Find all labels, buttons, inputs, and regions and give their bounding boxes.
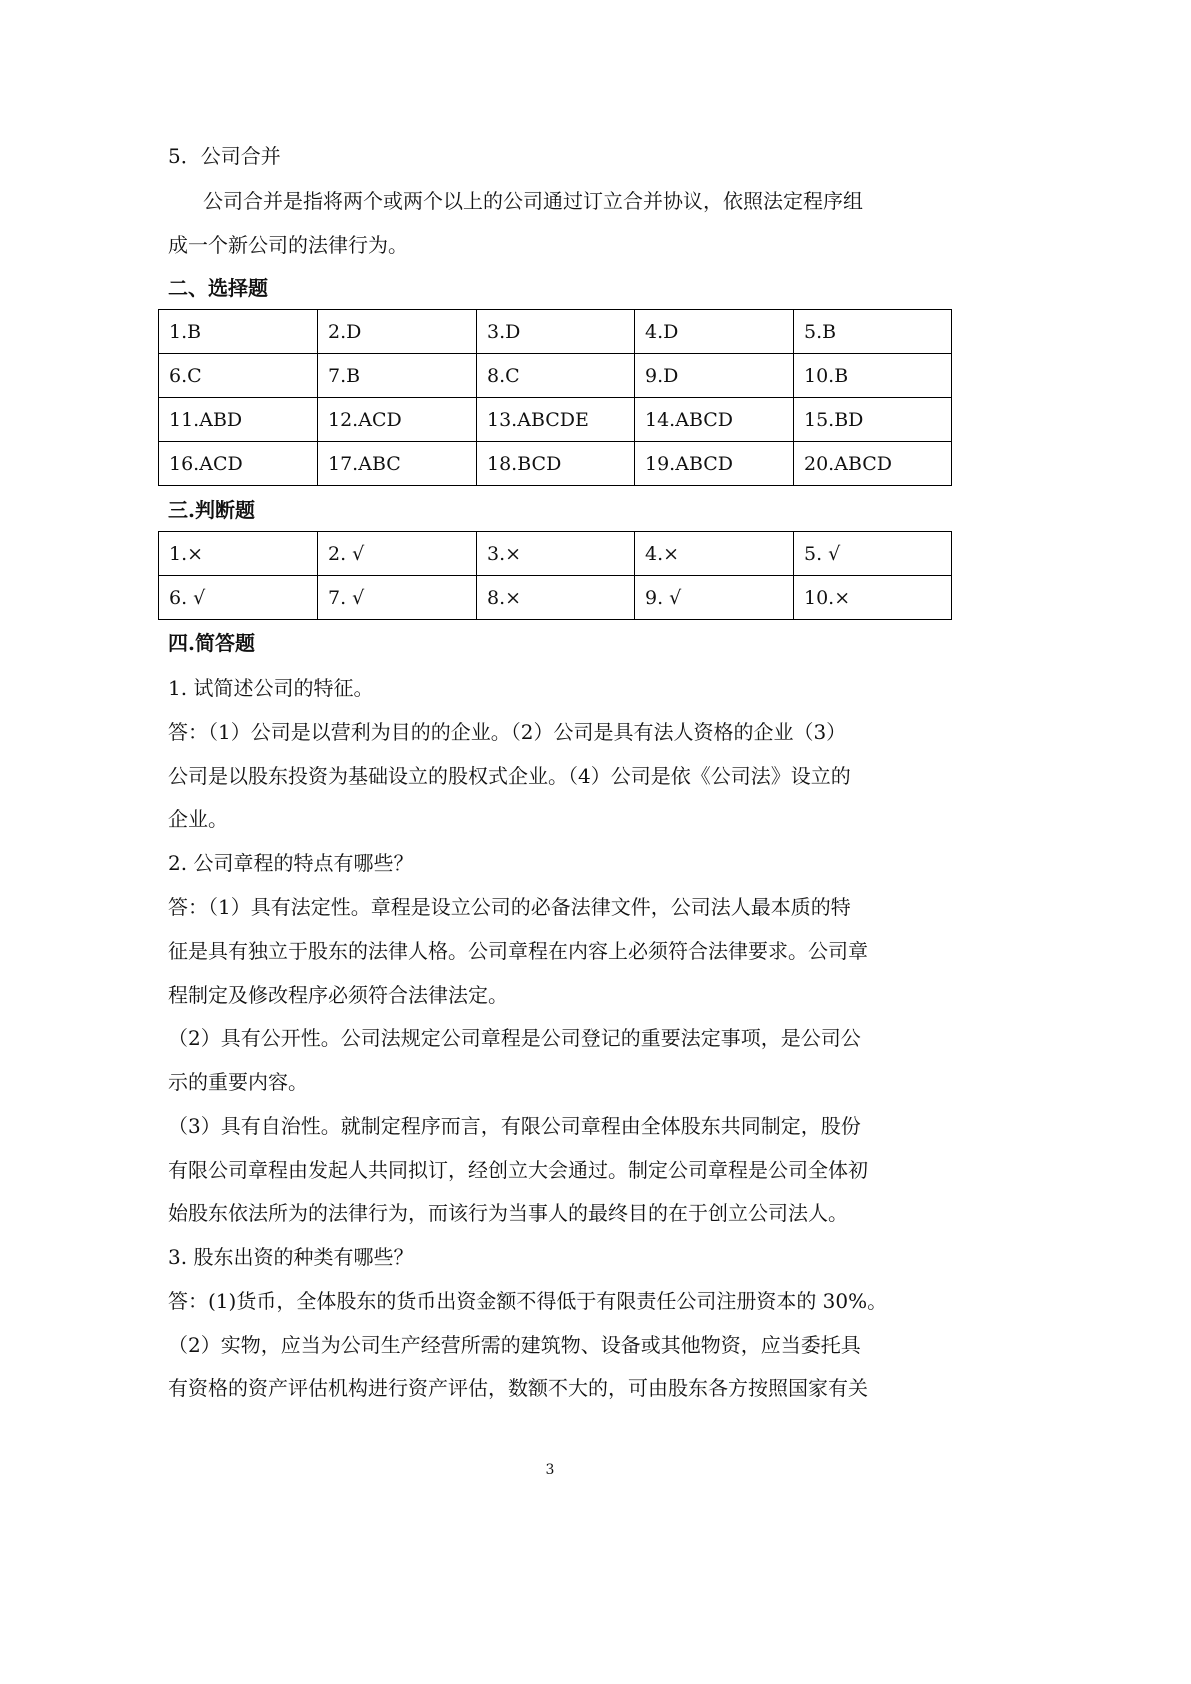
answer-cell: 8.× bbox=[477, 576, 635, 620]
answer-cell: 17.ABC bbox=[318, 442, 477, 486]
answer-cell: 11.ABD bbox=[159, 398, 318, 442]
answer-line: （2）实物，应当为公司生产经营所需的建筑物、设备或其他物资，应当委托具 bbox=[168, 1333, 861, 1357]
answer-cell: 4.D bbox=[635, 310, 794, 354]
answer-cell: 19.ABCD bbox=[635, 442, 794, 486]
answer-line: 答：(1)货币，全体股东的货币出资金额不得低于有限责任公司注册资本的 30%。 bbox=[168, 1289, 888, 1313]
answer-cell: 20.ABCD bbox=[794, 442, 952, 486]
answer-line: 示的重要内容。 bbox=[168, 1070, 308, 1094]
answer-cell: 3.× bbox=[477, 532, 635, 576]
answer-cell: 10.× bbox=[794, 576, 952, 620]
choice-heading: 二、选择题 bbox=[168, 276, 268, 300]
table-row bbox=[159, 310, 952, 354]
answer-cell: 6. √ bbox=[159, 576, 318, 620]
answer-cell: 16.ACD bbox=[159, 442, 318, 486]
merger-text-line-1: 公司合并是指将两个或两个以上的公司通过订立合并协议，依照法定程序组 bbox=[203, 189, 863, 213]
answer-cell: 9. √ bbox=[635, 576, 794, 620]
judgment-heading: 三.判断题 bbox=[168, 498, 255, 522]
answer-cell: 12.ACD bbox=[318, 398, 477, 442]
answer-cell: 14.ABCD bbox=[635, 398, 794, 442]
answer-cell: 7. √ bbox=[318, 576, 477, 620]
section-title-merger: 5．公司合并 bbox=[168, 144, 281, 168]
answer-line: （3）具有自治性。就制定程序而言，有限公司章程由全体股东共同制定，股份 bbox=[168, 1114, 861, 1138]
answer-line: 企业。 bbox=[168, 807, 228, 831]
table-row bbox=[159, 442, 952, 486]
question-1: 1. 试简述公司的特征。 bbox=[168, 676, 374, 700]
answer-cell: 6.C bbox=[159, 354, 318, 398]
answer-cell: 1.× bbox=[159, 532, 318, 576]
answer-line: 有资格的资产评估机构进行资产评估，数额不大的，可由股东各方按照国家有关 bbox=[168, 1376, 868, 1400]
answer-line: 有限公司章程由发起人共同拟订，经创立大会通过。制定公司章程是公司全体初 bbox=[168, 1158, 868, 1182]
answer-cell: 3.D bbox=[477, 310, 635, 354]
answer-cell: 1.B bbox=[159, 310, 318, 354]
answer-cell: 2.D bbox=[318, 310, 477, 354]
answer-cell: 8.C bbox=[477, 354, 635, 398]
answer-cell: 5. √ bbox=[794, 532, 952, 576]
answer-cell: 2. √ bbox=[318, 532, 477, 576]
answer-cell: 13.ABCDE bbox=[477, 398, 635, 442]
short-answer-heading: 四.简答题 bbox=[168, 631, 255, 655]
answer-cell: 18.BCD bbox=[477, 442, 635, 486]
table-row bbox=[159, 398, 952, 442]
answer-cell: 4.× bbox=[635, 532, 794, 576]
answer-line: 征是具有独立于股东的法律人格。公司章程在内容上必须符合法律要求。公司章 bbox=[168, 939, 868, 963]
merger-text-line-2: 成一个新公司的法律行为。 bbox=[168, 233, 408, 257]
answer-line: 答：（1）具有法定性。章程是设立公司的必备法律文件，公司法人最本质的特 bbox=[168, 895, 851, 919]
answer-cell: 10.B bbox=[794, 354, 952, 398]
answer-cell: 7.B bbox=[318, 354, 477, 398]
answer-line: 答：（1）公司是以营利为目的的企业。（2）公司是具有法人资格的企业（3） bbox=[168, 720, 847, 744]
answer-line: （2）具有公开性。公司法规定公司章程是公司登记的重要法定事项，是公司公 bbox=[168, 1026, 861, 1050]
answer-line: 程制定及修改程序必须符合法律法定。 bbox=[168, 983, 508, 1007]
answer-cell: 5.B bbox=[794, 310, 952, 354]
question-3: 3. 股东出资的种类有哪些？ bbox=[168, 1245, 414, 1269]
answer-cell: 15.BD bbox=[794, 398, 952, 442]
answer-cell: 9.D bbox=[635, 354, 794, 398]
answer-line: 公司是以股东投资为基础设立的股权式企业。（4）公司是依《公司法》设立的 bbox=[168, 764, 851, 788]
table-row bbox=[159, 576, 952, 620]
choice-answer-table bbox=[158, 309, 952, 486]
judgment-answer-table bbox=[158, 531, 952, 620]
question-2: 2. 公司章程的特点有哪些？ bbox=[168, 851, 414, 875]
table-row bbox=[159, 532, 952, 576]
answer-line: 始股东依法所为的法律行为，而该行为当事人的最终目的在于创立公司法人。 bbox=[168, 1201, 848, 1225]
table-row bbox=[159, 354, 952, 398]
page-number: 3 bbox=[545, 1462, 555, 1478]
